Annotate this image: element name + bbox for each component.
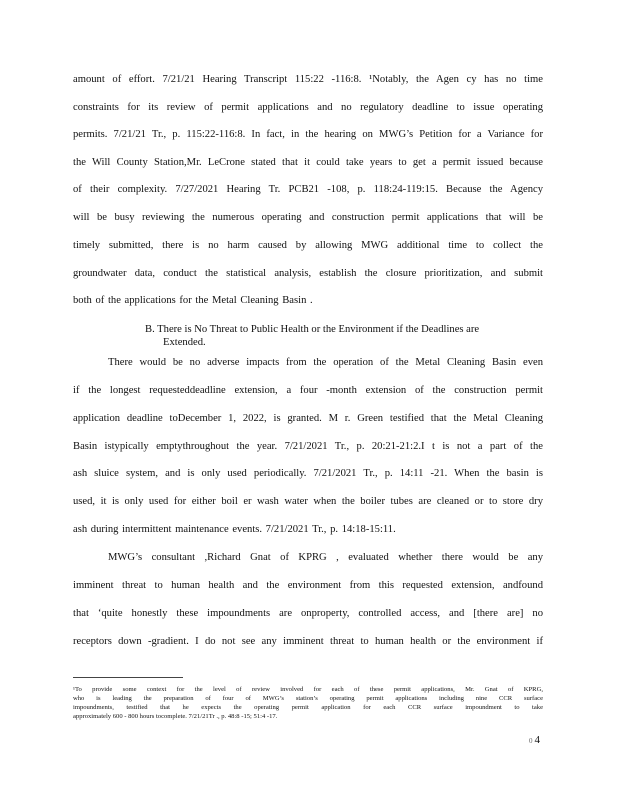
body-line: application deadline toDecember 1, 2022, is granted. M r. Green testified that the Metal Cleaning: [73, 413, 543, 424]
body-line: will be busy reviewing the numerous operating and construction permit applications that will be: [73, 212, 543, 223]
body-line: ash during intermittent maintenance events. 7/21/2021 Tr., p. 14:18-15:11.: [73, 524, 396, 535]
body-line: permits. 7/21/21 Tr., p. 115:22-116:8. In fact, in the hearing on MWG’s Petition for a Variance for: [73, 129, 543, 140]
body-line: constraints for its review of permit applications and no regulatory deadline to issue operating: [73, 102, 543, 113]
footnote-line: approximately 600 - 800 hours tocomplete. 7/21/21Tr ., p. 48:8 -15; 51:4 -17.: [73, 713, 278, 720]
footnote-divider: [73, 677, 183, 678]
page-number-prefix: 0: [529, 737, 533, 745]
body-line: groundwater data, conduct the statistical analysis, establish the closure prioritization, and submit: [73, 268, 543, 279]
body-line: ash sluice system, and is only used periodically. 7/21/2021 Tr., p. 14:11 -21. When the basin is: [73, 468, 543, 479]
footnote-line: ¹To provide some context for the level of review involved for each of these permit applications, Mr. Gnat of KPRG,: [73, 686, 543, 693]
body-line: imminent threat to human health and the environment from this requested extension, andfound: [73, 580, 543, 591]
body-line: timely submitted, there is no harm caused by allowing MWG additional time to collect the: [73, 240, 543, 251]
body-line: both of the applications for the Metal Cleaning Basin .: [73, 295, 313, 306]
body-line: amount of effort. 7/21/21 Hearing Transcript 115:22 -116:8. ¹Notably, the Agen cy has no time: [73, 74, 543, 85]
body-line: the Will County Station,Mr. LeCrone stated that it could take years to get a permit issued because: [73, 157, 543, 168]
body-line: that ‘quite honestly these impoundments are onproperty, controlled access, and [there are] no: [73, 608, 543, 619]
body-line: if the longest requesteddeadline extension, a four -month extension of the construction permit: [73, 385, 543, 396]
body-line: used, it is only used for either boil er wash water when the boiler tubes are cleaned or to store dry: [73, 496, 543, 507]
page-number: [529, 734, 540, 746]
section-heading-continuation: Extended.: [163, 337, 206, 348]
body-line: There would be no adverse impacts from the operation of the Metal Cleaning Basin even: [108, 357, 543, 368]
footnote-line: who is leading the preparation of four of MWG’s station’s operating permit applications including nine CCR surface: [73, 695, 543, 702]
page-number-value: 4: [534, 734, 540, 746]
body-line: of their complexity. 7/27/2021 Hearing Tr. PCB21 -108, p. 118:24-119:15. Because the Agency: [73, 184, 543, 195]
body-line: receptors down -gradient. I do not see any imminent threat to human health or the environment if: [73, 636, 543, 647]
footnote-line: impoundments, testified that he expects the operating permit application for each CCR surface impoundment to take: [73, 704, 543, 711]
section-heading: B. There is No Threat to Public Health or the Environment if the Deadlines are: [145, 324, 480, 335]
body-line: Basin istypically emptythroughout the year. 7/21/2021 Tr., p. 20:21-21:2.I t is not a part of the: [73, 441, 543, 452]
body-line: MWG’s consultant ,Richard Gnat of KPRG , evaluated whether there would be any: [108, 552, 543, 563]
